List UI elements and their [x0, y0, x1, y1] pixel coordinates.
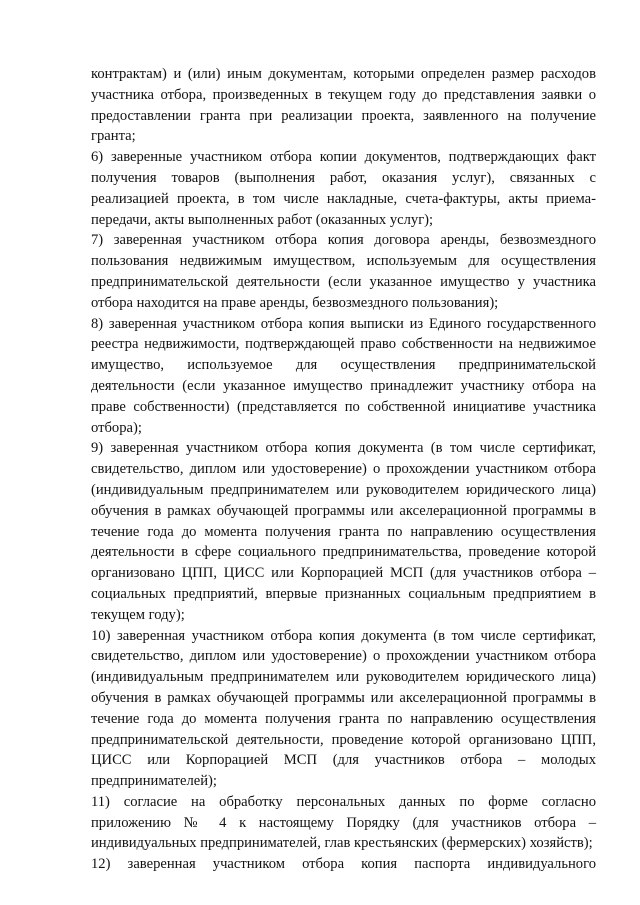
paragraph-item-11: 11) согласие на обработку персональных данных по форме согласно приложению № 4 к настоящему Порядку (для участников отбора – индивидуальных предпринимателей, глав крестьянских (фермерских) хозяйств);: [91, 793, 596, 852]
paragraph-continuation: контрактам) и (или) иным документам, которыми определен размер расходов участника отбора, произведенных в текущем году до представления заявки о предоставлении гранта при реализации проекта, заявленного на получение гранта;: [91, 66, 596, 145]
document-page: [91, 64, 596, 875]
paragraph-item-8: 8) заверенная участником отбора копия выписки из Единого государственного реестра недвижимости, подтверждающей право собственности на недвижимое имущество, используемое для осуществления предпринимательской деятельности (если указанное имущество принадлежит участнику отбора на праве собственности) (представляется по собственной инициативе участника отбора);: [91, 315, 596, 436]
paragraph-item-12: 12) заверенная участником отбора копия паспорта индивидуального: [91, 856, 596, 873]
paragraph-item-6: 6) заверенные участником отбора копии документов, подтверждающих факт получения товаров (выполнения работ, оказания услуг), связанных с реализацией проекта, в том числе накладные, счета-фактуры, акты приема-передачи, акты выполненных работ (оказанных услуг);: [91, 149, 596, 228]
paragraph-item-7: 7) заверенная участником отбора копия договора аренды, безвозмездного пользования недвижимым имуществом, используемым для осуществления предпринимательской деятельности (если указанное имущество у участника отбора находится на праве аренды, безвозмездного пользования);: [91, 232, 596, 311]
paragraph-item-10: 10) заверенная участником отбора копия документа (в том числе сертификат, свидетельство, диплом или удостоверение) о прохождении участником отбора (индивидуальным предпринимателем или руководителем юридического лица) обучения в рамках обучающей программы или акселерационной программы в течение года до момента получения гранта по направлению осуществления предпринимательской деятельности, проведение которой организовано ЦПП, ЦИСС или Корпорацией МСП (для участников отбора – молодых предпринимателей);: [91, 627, 596, 790]
paragraph-item-9: 9) заверенная участником отбора копия документа (в том числе сертификат, свидетельство, диплом или удостоверение) о прохождении участником отбора (индивидуальным предпринимателем или руководителем юридического лица) обучения в рамках обучающей программы или акселерационной программы в течение года до момента получения гранта по направлению осуществления деятельности в сфере социального предпринимательства, проведение которой организовано ЦПП, ЦИСС или Корпорацией МСП (для участников отбора – социальных предприятий, впервые признанных социальным предприятием в текущем году);: [91, 440, 596, 623]
